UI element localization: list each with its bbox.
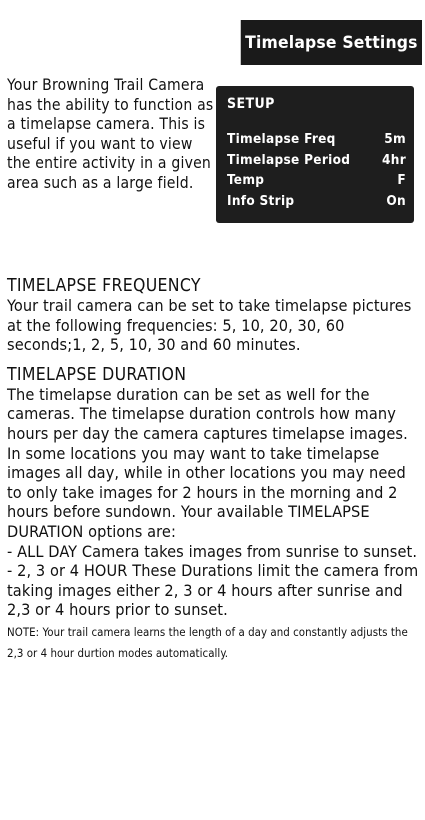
setup-row-temp (227, 170, 406, 191)
duration-option-hours: - 2, 3 or 4 HOUR These Durations limit the camera from taking images either 2, 3 or 4 hours after sunrise and 2,3 or 4 hours prior to sunset. (7, 561, 419, 620)
setup-menu-title: SETUP (227, 96, 275, 112)
duration-paragraph-1: The timelapse duration can be set as well for the cameras. The timelapse duration controls how many hours per day the camera captures timelapse images. (7, 384, 408, 443)
setup-row-label: Timelapse Freq (227, 131, 336, 147)
section-title: Timelapse Settings (245, 32, 418, 53)
setup-row-value: 4hr (382, 151, 406, 168)
duration-option-all-day: - ALL DAY Camera takes images from sunrise to sunset. (7, 541, 418, 561)
setup-row-value: F (397, 172, 406, 188)
section-gap (7, 355, 419, 365)
section-title-bar (241, 20, 422, 65)
setup-row-value: On (386, 192, 406, 209)
body-text (7, 276, 419, 664)
setup-menu-rows (227, 129, 406, 211)
setup-row-label: Info Strip (227, 192, 295, 209)
duration-paragraph-2: In some locations you may want to take timelapse images all day, while in other locations you may need to only take images for 2 hours in the morning and 2 hours before sundown. Your available TIMELAPSE DURATION options are: (7, 443, 406, 541)
frequency-paragraph: Your trail camera can be set to take timelapse pictures at the following frequencies: 5, 10, 20, 30, 60 seconds;1, 2, 5, 10, 30 and 60 minutes. (7, 296, 412, 355)
setup-row-value: 5m (384, 131, 406, 147)
duration-heading: TIMELAPSE DURATION (7, 364, 187, 385)
setup-row-timelapse-freq (227, 129, 406, 150)
setup-row-label: Temp (227, 172, 265, 188)
frequency-heading: TIMELAPSE FREQUENCY (7, 276, 201, 296)
intro-paragraph: Your Browning Trail Camera has the ability to function as a timelapse camera. This is useful if you want to view the entire activity in a given area such as a large field. (7, 76, 214, 192)
setup-row-label: Timelapse Period (227, 151, 351, 168)
setup-row-timelapse-period (227, 150, 406, 171)
note-text: NOTE: Your trail camera learns the length of a day and constantly adjusts the 2,3 or 4 hour durtion modes automatically. (7, 624, 408, 660)
setup-row-info-strip (227, 191, 406, 212)
setup-menu-panel (216, 86, 414, 223)
